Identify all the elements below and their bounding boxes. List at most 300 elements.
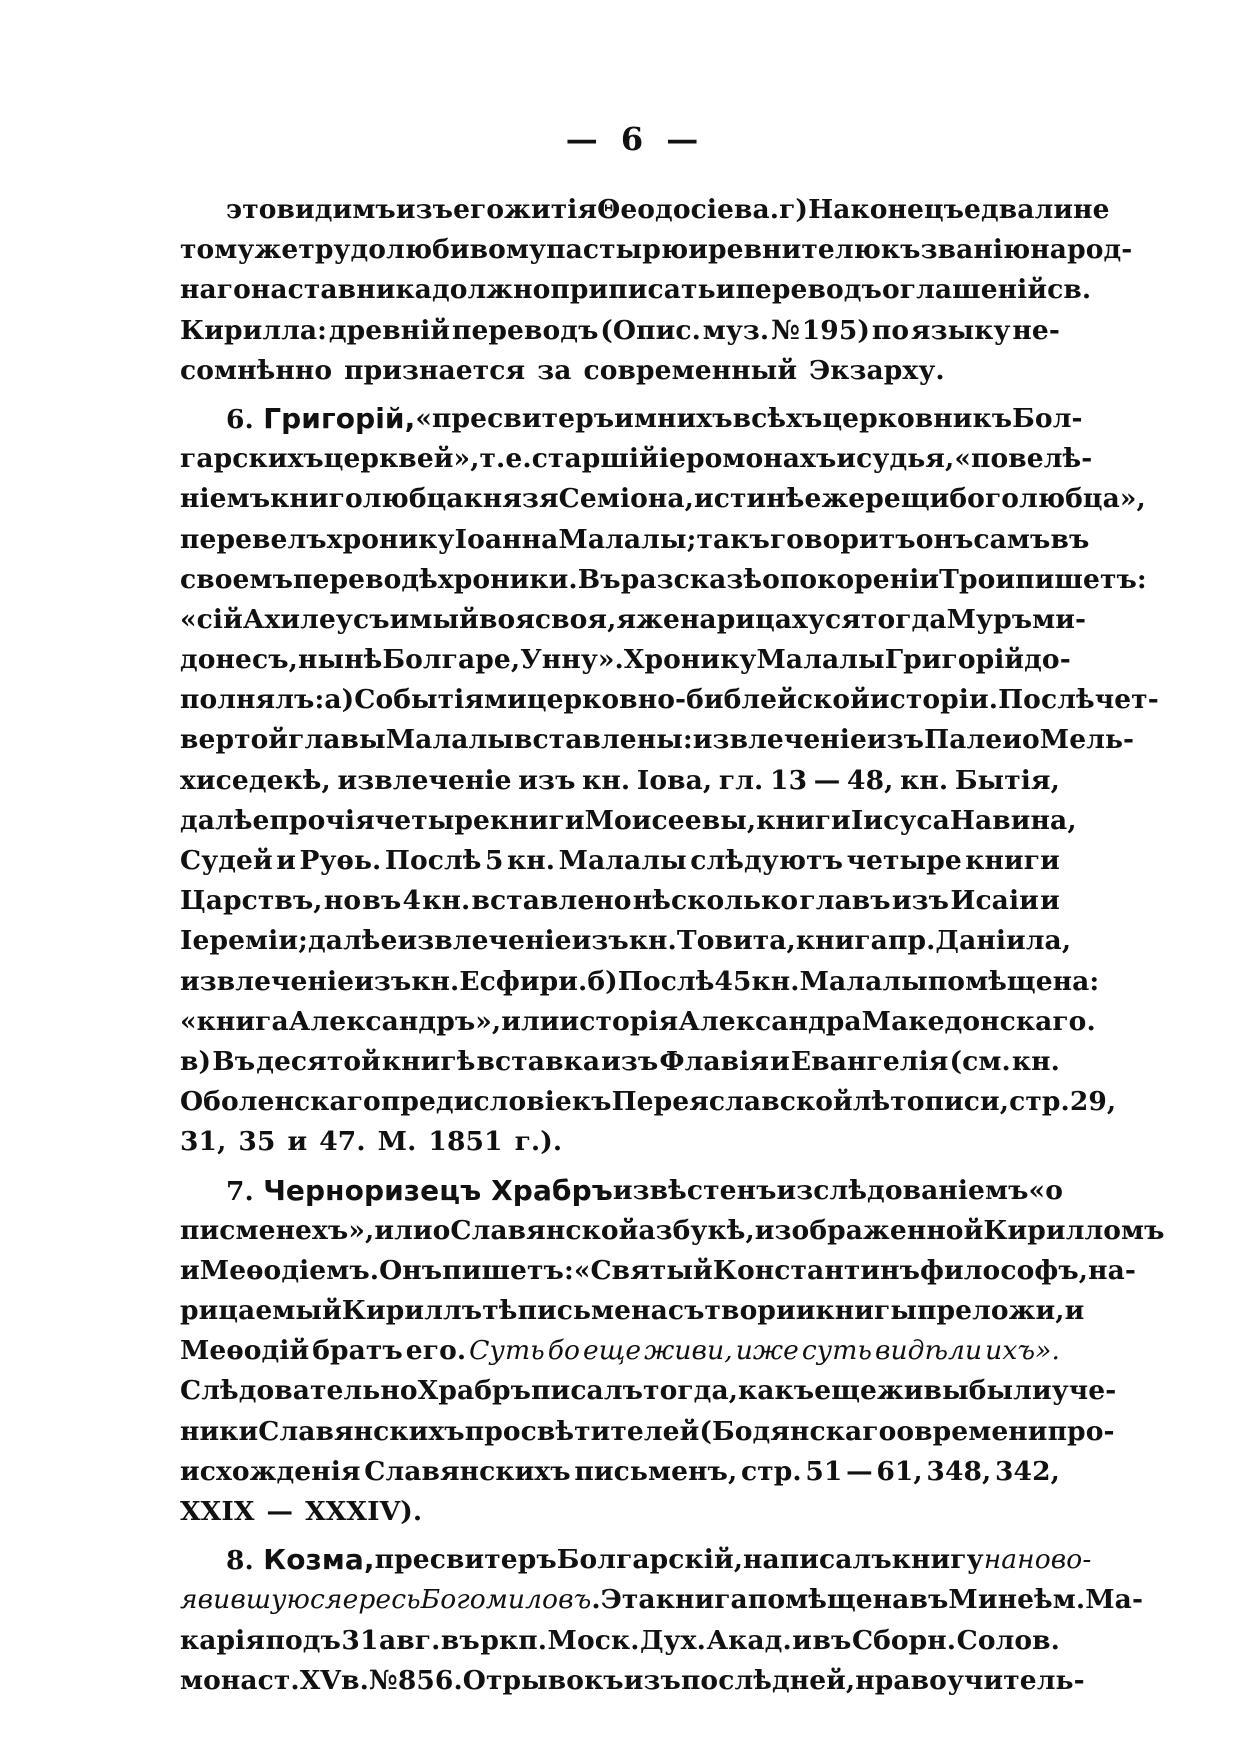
word: Храбръ xyxy=(417,1375,532,1407)
word: къ xyxy=(571,1086,612,1118)
word: предисловіе xyxy=(380,1086,572,1118)
word: «книга xyxy=(180,1005,289,1037)
text-line xyxy=(180,439,1093,479)
word: и xyxy=(287,1126,308,1158)
word: самъ xyxy=(973,523,1051,555)
word: пр. xyxy=(887,925,936,957)
italic-word: бо xyxy=(547,1335,581,1367)
word: признается xyxy=(344,354,526,386)
word: и xyxy=(276,845,296,876)
word: Дух. xyxy=(640,1624,706,1656)
word: (Опис. xyxy=(600,314,701,346)
word: стр. xyxy=(1009,1086,1070,1118)
word: «Святый xyxy=(573,1254,713,1286)
word: далѣе xyxy=(307,925,398,957)
word: или xyxy=(374,1214,433,1246)
word: сомнѣнно xyxy=(180,354,333,386)
text-line xyxy=(180,190,1110,230)
word: помѣщена xyxy=(747,1584,910,1616)
word: Муръми- xyxy=(946,603,1087,635)
word: монаст. xyxy=(180,1664,300,1696)
heading-name: Григорій, xyxy=(263,401,416,435)
text-line xyxy=(180,311,1060,351)
word: такъ xyxy=(696,523,770,555)
word: написалъ xyxy=(743,1544,892,1576)
word: писменехъ», xyxy=(180,1214,375,1246)
word: книги xyxy=(965,845,1060,876)
word: 51 xyxy=(805,1455,843,1487)
text-line xyxy=(180,560,1147,600)
word: и xyxy=(795,1295,816,1327)
word: гарскихъ xyxy=(180,443,324,475)
word: Меѳодій xyxy=(180,1335,310,1367)
word: житія xyxy=(504,194,598,225)
italic-word: иже xyxy=(735,1335,799,1367)
italic-word: ихъ». xyxy=(985,1335,1060,1367)
word: Въ xyxy=(577,563,621,595)
word: — xyxy=(846,1455,873,1487)
word: Оболенскаго xyxy=(180,1086,381,1118)
word: Ма- xyxy=(1085,1584,1144,1616)
word: рещи xyxy=(865,483,950,515)
word: Македонскаго. xyxy=(861,1005,1096,1037)
word: азбукѣ, xyxy=(638,1214,755,1246)
word: уче- xyxy=(1051,1375,1117,1407)
word: нѣсколько xyxy=(632,885,799,917)
word: — xyxy=(266,1496,294,1527)
word: званію xyxy=(920,234,1031,266)
word: а) xyxy=(324,684,355,716)
word: перевелъ xyxy=(180,523,327,555)
word: авг. xyxy=(378,1624,441,1656)
word: Кириллъ xyxy=(341,1295,483,1327)
word: полнялъ: xyxy=(180,684,325,716)
word: и xyxy=(614,402,634,434)
word: говоритъ xyxy=(769,523,916,555)
word: Александръ», xyxy=(288,1005,502,1037)
word: книгы xyxy=(815,1295,917,1327)
word: извлеченіе xyxy=(337,764,512,796)
word: тогда xyxy=(860,603,947,635)
word: Судей xyxy=(180,845,273,876)
word: помѣщена: xyxy=(927,965,1100,997)
text-line xyxy=(180,1251,1136,1291)
word: Малалы xyxy=(385,724,514,756)
section-number: 8. xyxy=(226,1545,264,1577)
word: м. xyxy=(1052,1584,1086,1616)
word: тогда, xyxy=(643,1375,739,1407)
word: лѣтописи, xyxy=(852,1086,1010,1118)
italic-word: еще xyxy=(583,1335,642,1367)
word: послѣдней, xyxy=(680,1664,856,1696)
word: четыре xyxy=(374,804,490,836)
word: старшій xyxy=(531,443,659,475)
word: слѣдуютъ xyxy=(690,845,844,876)
italic-word: суть xyxy=(801,1335,873,1367)
word: е. xyxy=(505,443,532,475)
word: пишетъ: xyxy=(442,1254,574,1286)
word: трудолюбивому xyxy=(298,234,547,266)
word: исторія xyxy=(559,1005,679,1037)
word: приписать xyxy=(550,274,716,306)
word: не- xyxy=(1012,314,1060,346)
word: его xyxy=(453,194,505,225)
word: сътвори xyxy=(667,1295,796,1327)
word: 29, xyxy=(1069,1086,1117,1118)
word: Славянской xyxy=(450,1214,639,1246)
word: Александра xyxy=(678,1005,862,1037)
word: и xyxy=(1064,1295,1085,1327)
text-line xyxy=(180,600,1087,640)
word: и xyxy=(792,1624,813,1656)
word: церковникъ xyxy=(822,402,1013,434)
word: главъ xyxy=(799,885,891,917)
word: изъ xyxy=(601,1045,659,1077)
text-line xyxy=(180,962,1100,1002)
word: тѣ xyxy=(482,1295,518,1327)
word: Григорій xyxy=(884,644,1025,676)
word: современный xyxy=(583,354,798,386)
text-line xyxy=(180,1171,1063,1211)
heading-name: Козма, xyxy=(263,1543,375,1577)
word: 1851 xyxy=(428,1126,503,1158)
word: Навина, xyxy=(949,804,1077,836)
word: изъ xyxy=(891,885,950,917)
word: хроники. xyxy=(437,563,578,595)
word: Есфири. xyxy=(459,965,588,997)
word: г.). xyxy=(514,1126,563,1158)
text-line xyxy=(180,1211,1165,1251)
word: судья, xyxy=(856,443,955,475)
word: Евангелія xyxy=(790,1045,949,1077)
word: книги xyxy=(756,804,851,836)
word: Акад. xyxy=(706,1624,792,1656)
word: Славянскихъ xyxy=(258,1415,465,1447)
word: рицаемый xyxy=(180,1295,342,1327)
word: Руѳь. xyxy=(299,845,382,876)
word: хронику xyxy=(326,523,455,555)
text-line xyxy=(180,640,1071,680)
word: вертой xyxy=(180,724,289,756)
italic-word: видѣли xyxy=(874,1335,983,1367)
text-line xyxy=(180,1540,1092,1580)
word: о xyxy=(762,563,780,595)
word: муз. xyxy=(702,314,770,346)
word: до- xyxy=(1024,644,1071,676)
word: изслѣдованіемъ xyxy=(776,1174,1029,1206)
word: наставника xyxy=(250,274,432,306)
word: чет- xyxy=(1094,684,1159,716)
word: нравоучитель- xyxy=(855,1664,1085,1696)
word: и xyxy=(180,1254,200,1286)
word: исторіи. xyxy=(869,684,999,716)
italic-word: ново- xyxy=(1017,1544,1092,1576)
text-line xyxy=(180,761,1060,801)
word: книгу xyxy=(891,1544,984,1576)
body-text xyxy=(180,190,1165,1701)
word: Іова, xyxy=(636,764,713,796)
word: 5 xyxy=(484,845,504,876)
italic-word: явившуюся xyxy=(180,1584,343,1616)
text-line xyxy=(180,841,1060,881)
text-line xyxy=(180,520,1090,560)
word: по xyxy=(871,314,910,346)
text-line xyxy=(180,351,1060,391)
word: 48, xyxy=(847,764,894,796)
word: карія xyxy=(180,1624,265,1656)
word: народ- xyxy=(1030,234,1133,266)
word: мнихъ xyxy=(633,402,733,434)
word: ніемъ xyxy=(180,483,271,515)
word: своемъ xyxy=(180,563,294,595)
word: Моисеевы, xyxy=(584,804,757,836)
word: древній xyxy=(328,314,451,346)
word: писалъ xyxy=(531,1375,644,1407)
word: М. xyxy=(377,1126,417,1158)
word: о xyxy=(896,1415,915,1447)
text-line xyxy=(180,1331,1060,1371)
italic-word: живи, xyxy=(644,1335,733,1367)
word: XXIX xyxy=(180,1496,255,1527)
word: къ xyxy=(880,234,921,266)
italic-word: Богомиловъ xyxy=(420,1584,592,1616)
text-line xyxy=(180,270,1092,310)
page-number: — 6 — xyxy=(565,120,705,158)
word: Царствъ, xyxy=(180,885,323,917)
word: Іереміи; xyxy=(180,925,308,957)
word: ли xyxy=(1034,194,1074,225)
word: воя xyxy=(478,603,535,635)
word: (Бодянскаго xyxy=(699,1415,897,1447)
word: Моск. xyxy=(547,1624,640,1656)
word: Іоанна xyxy=(454,523,559,555)
section-heading xyxy=(226,1540,375,1580)
word: «повелѣ- xyxy=(954,443,1093,475)
word: 4 xyxy=(402,885,422,917)
word: церквей», xyxy=(323,443,480,475)
word: Малалы xyxy=(756,644,885,676)
word: едва xyxy=(964,194,1035,225)
page xyxy=(180,120,1165,1701)
word: вставка xyxy=(476,1045,601,1077)
word: 61, xyxy=(876,1455,923,1487)
word: Эта xyxy=(600,1584,656,1616)
word: въ xyxy=(1050,523,1090,555)
word: языку xyxy=(910,314,1011,346)
word: 348, xyxy=(926,1455,992,1487)
word: братъ xyxy=(312,1335,403,1367)
word: изъ xyxy=(571,925,629,957)
word: о xyxy=(432,1214,451,1246)
word: Ахилеусъ xyxy=(242,603,390,635)
word: о xyxy=(1022,724,1040,756)
word: Бытія, xyxy=(954,764,1060,796)
word: Послѣ xyxy=(384,845,482,876)
word: 195) xyxy=(801,314,871,346)
word: Солов. xyxy=(956,1624,1060,1656)
text-line xyxy=(180,1492,1060,1532)
word: переводѣ xyxy=(293,563,438,595)
word: книголюбца xyxy=(270,483,464,515)
word: Унну». xyxy=(520,644,624,676)
word: пастырю xyxy=(546,234,689,266)
word: оглашеній xyxy=(881,274,1048,306)
word: «о xyxy=(1028,1174,1063,1206)
word: кн. xyxy=(411,965,460,997)
text-line xyxy=(180,1122,1060,1162)
word: и xyxy=(770,1045,790,1077)
word: кн. xyxy=(628,925,677,957)
word: Болгарскій, xyxy=(556,1544,744,1576)
word: истинѣе xyxy=(693,483,822,515)
word: его. xyxy=(405,1335,467,1367)
word: вставлено xyxy=(471,885,632,917)
text-line xyxy=(180,479,1146,519)
text-line xyxy=(180,1412,1115,1452)
text-line xyxy=(180,881,1060,921)
word: «сій xyxy=(180,603,243,635)
word: кн. xyxy=(507,845,556,876)
word: четыре xyxy=(846,845,962,876)
word: в. xyxy=(341,1664,369,1696)
word: 35 xyxy=(238,1126,276,1158)
word: князя xyxy=(463,483,559,515)
word: Бол- xyxy=(1012,402,1083,434)
word: св. xyxy=(1047,274,1092,306)
section-number: 7. xyxy=(226,1175,264,1207)
text-line xyxy=(180,1580,1144,1620)
word: тому xyxy=(180,234,255,266)
word: Событіями xyxy=(354,684,527,716)
word: за xyxy=(537,354,572,386)
text-line xyxy=(180,230,1133,270)
word: № xyxy=(771,314,800,346)
italic-word: Суть xyxy=(469,1335,545,1367)
word: Онъ xyxy=(379,1254,443,1286)
word: кн. xyxy=(751,965,800,997)
word: извлеченіе xyxy=(692,724,867,756)
text-line xyxy=(180,1661,1085,1701)
word: извлеченіе xyxy=(180,965,355,997)
word: б) xyxy=(587,965,618,997)
word: іеромонахъ xyxy=(658,443,837,475)
word: прочія xyxy=(269,804,375,836)
word: и xyxy=(1040,885,1060,917)
word: или xyxy=(501,1005,560,1037)
word: переводъ xyxy=(451,314,599,346)
word: Сборн. xyxy=(851,1624,957,1656)
word: № xyxy=(368,1664,398,1696)
word: церковно-библейской xyxy=(526,684,870,716)
word: Хронику xyxy=(623,644,757,676)
word: Семіона, xyxy=(558,483,694,515)
word: Въ xyxy=(212,1045,256,1077)
word: 856. xyxy=(397,1664,463,1696)
word: про- xyxy=(1047,1415,1115,1447)
word: въ xyxy=(440,1624,480,1656)
word: ркп. xyxy=(480,1624,548,1656)
word: Товита, xyxy=(676,925,796,957)
word: кн. xyxy=(582,764,631,796)
word: не xyxy=(1073,194,1110,225)
word: на- xyxy=(1088,1254,1136,1286)
word: далѣе xyxy=(180,804,270,836)
word: боголюбца», xyxy=(949,483,1146,515)
word: книгѣ xyxy=(381,1045,476,1077)
word: философъ, xyxy=(920,1254,1089,1286)
word: изъ xyxy=(623,1664,681,1696)
word: изъ xyxy=(866,724,925,756)
word: же xyxy=(821,483,866,515)
word: донесъ, xyxy=(180,644,298,676)
word: и xyxy=(715,274,736,306)
word: Палеи xyxy=(924,724,1023,756)
word: еще xyxy=(814,1375,877,1407)
text-line xyxy=(180,1042,1060,1082)
word: всѣхъ xyxy=(732,402,823,434)
word: Мель- xyxy=(1039,724,1135,756)
word: десятой xyxy=(256,1045,381,1077)
word: покореніи xyxy=(779,563,940,595)
word: 45 xyxy=(714,965,752,997)
text-line xyxy=(180,921,1072,961)
text-line xyxy=(180,399,1083,439)
word: книги xyxy=(490,804,585,836)
word: переводъ xyxy=(735,274,882,306)
word: Малалы; xyxy=(558,523,697,555)
text-line xyxy=(180,1621,1060,1661)
text-line xyxy=(180,680,1159,720)
word: 47. xyxy=(319,1126,366,1158)
word: должно xyxy=(431,274,551,306)
word: Кирилломъ xyxy=(983,1214,1165,1246)
word: просвѣтителей xyxy=(464,1415,700,1447)
word: нынѣ xyxy=(297,644,383,676)
word: и xyxy=(836,443,857,475)
word: Болгаре, xyxy=(382,644,521,676)
word: изъ xyxy=(395,194,454,225)
word: 342, xyxy=(995,1455,1060,1487)
word: нарицахуся xyxy=(679,603,861,635)
word: письмена xyxy=(517,1295,668,1327)
text-line xyxy=(180,1452,1060,1492)
word: времени xyxy=(914,1415,1048,1447)
word: это xyxy=(226,194,277,225)
word: ревнителю xyxy=(707,234,881,266)
word: изъ xyxy=(518,764,576,796)
word: извѣстенъ xyxy=(612,1174,777,1206)
word: XXXIV). xyxy=(305,1496,423,1527)
word: Константинъ xyxy=(712,1254,921,1286)
word: Слѣдовательно xyxy=(180,1375,418,1407)
italic-word: ересь xyxy=(342,1584,421,1616)
word: изъ xyxy=(354,965,412,997)
word: Трои xyxy=(939,563,1016,595)
word: письменъ, xyxy=(574,1455,738,1487)
italic-word: на xyxy=(983,1544,1018,1576)
word: . xyxy=(591,1584,601,1616)
word: 31, xyxy=(180,1126,227,1158)
word: т. xyxy=(479,443,506,475)
word: имый xyxy=(389,603,479,635)
word: XV xyxy=(299,1664,342,1696)
word: кн. xyxy=(1011,1045,1060,1077)
word: пресвитеръ xyxy=(374,1544,557,1576)
word: въ xyxy=(812,1624,852,1656)
word: Іисуса xyxy=(850,804,950,836)
word: же xyxy=(254,234,299,266)
word: подъ xyxy=(265,1624,341,1656)
